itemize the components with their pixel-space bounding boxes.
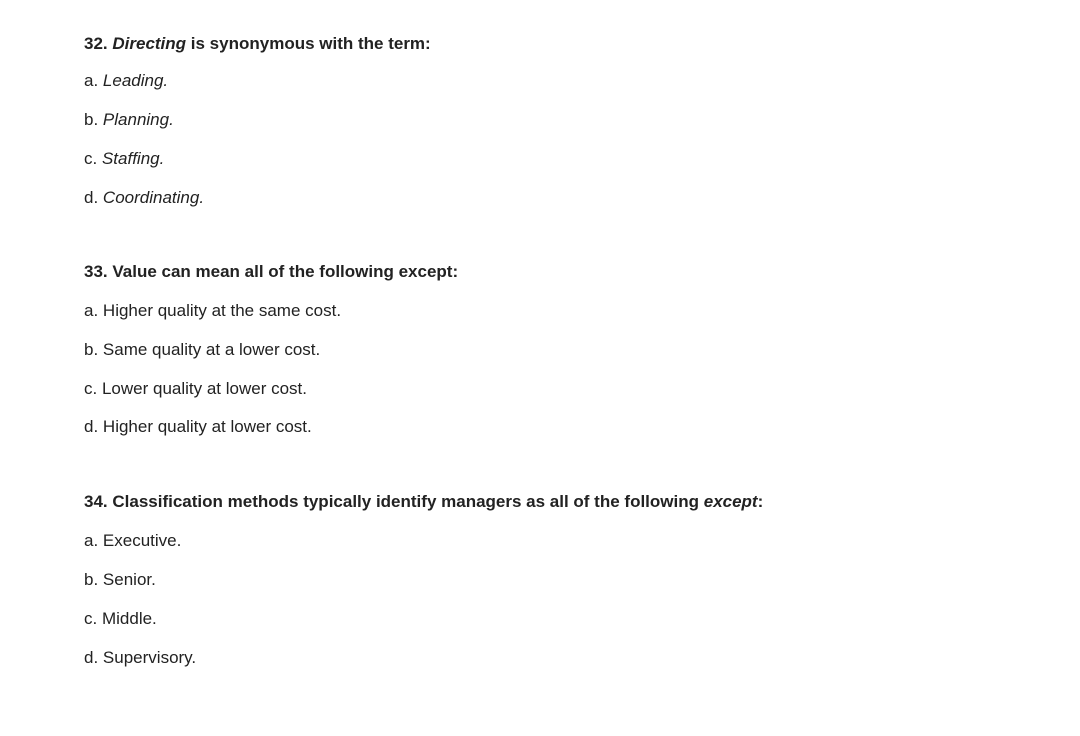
question-32-title — [84, 33, 1044, 55]
option-d — [84, 416, 312, 438]
option-b — [84, 569, 156, 591]
option-text: Coordinating. — [102, 188, 205, 207]
option-letter: a. — [84, 301, 99, 320]
question-number: 32. — [84, 34, 108, 53]
question-text: is synonymous with the term: — [186, 34, 431, 53]
option-c — [84, 608, 157, 630]
option-d — [84, 647, 196, 669]
option-text: Supervisory. — [102, 648, 197, 667]
question-text: Classification methods typically identify managers as all of the following — [112, 492, 704, 511]
option-letter: a. — [84, 531, 99, 550]
option-c — [84, 378, 307, 400]
option-text: Executive. — [102, 531, 182, 550]
question-33 — [84, 261, 1044, 436]
question-number: 34. — [84, 492, 108, 511]
option-text: Staffing. — [101, 149, 165, 168]
option-letter: d. — [84, 417, 99, 436]
option-a — [84, 530, 181, 552]
option-text: Planning. — [102, 110, 174, 129]
option-text: Senior. — [102, 570, 156, 589]
option-text: Higher quality at the same cost. — [102, 301, 342, 320]
question-emphasis: Directing — [112, 34, 187, 53]
option-letter: c. — [84, 609, 98, 628]
option-text: Middle. — [101, 609, 157, 628]
option-a — [84, 70, 168, 92]
option-letter: c. — [84, 379, 98, 398]
question-text-end: : — [757, 492, 764, 511]
option-letter: d. — [84, 188, 99, 207]
option-text: Higher quality at lower cost. — [102, 417, 312, 436]
option-text: Same quality at a lower cost. — [102, 340, 321, 359]
option-d — [84, 187, 204, 209]
question-33-title — [84, 261, 1044, 283]
option-letter: d. — [84, 648, 99, 667]
question-34 — [84, 491, 1044, 667]
question-34-title — [84, 491, 1044, 513]
option-letter: b. — [84, 570, 99, 589]
option-b — [84, 339, 320, 361]
option-text: Lower quality at lower cost. — [101, 379, 308, 398]
question-number: 33. — [84, 262, 108, 281]
option-b — [84, 109, 174, 131]
option-letter: c. — [84, 149, 98, 168]
option-a — [84, 300, 341, 322]
option-letter: a. — [84, 71, 99, 90]
option-letter: b. — [84, 340, 99, 359]
question-32 — [84, 33, 1044, 207]
option-c — [84, 148, 164, 170]
question-emphasis: except — [703, 492, 758, 511]
option-text: Leading. — [102, 71, 169, 90]
option-letter: b. — [84, 110, 99, 129]
question-text: Value can mean all of the following except: — [112, 262, 459, 281]
